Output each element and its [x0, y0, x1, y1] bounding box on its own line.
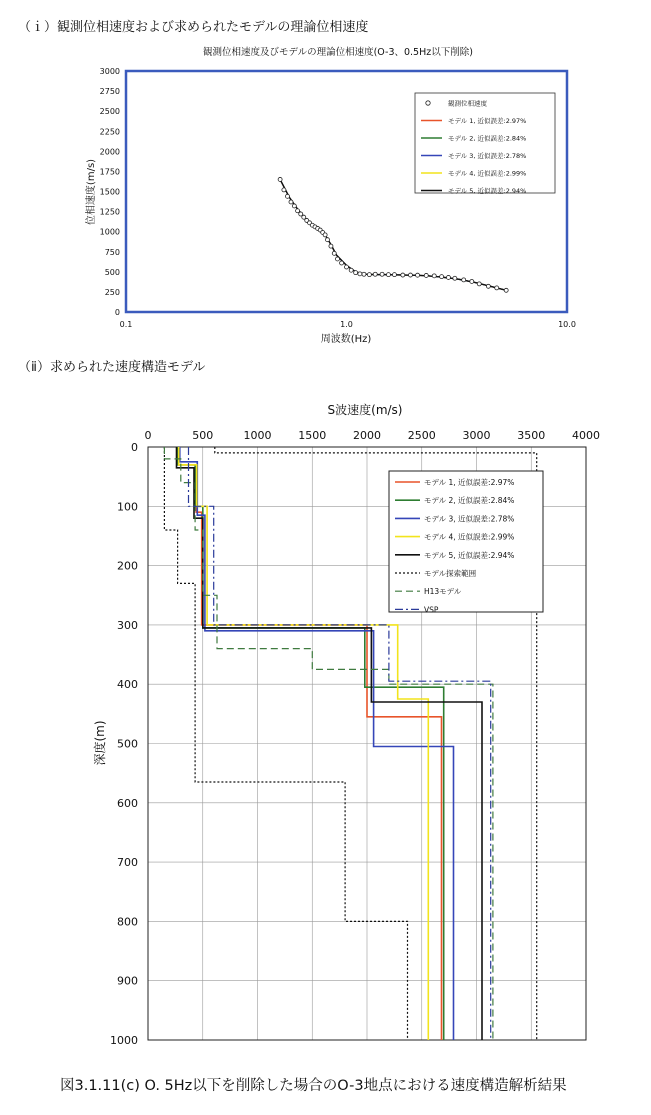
- chart2-legend-label: モデル 3, 近似誤差:2.78%: [424, 514, 515, 524]
- chart2-x-tick-label: 3500: [517, 429, 546, 442]
- chart1-observed-point: [292, 204, 296, 208]
- chart1-observed-point: [432, 274, 436, 278]
- chart1-observed-point: [345, 265, 349, 269]
- chart2-legend-label: モデル 4, 近似誤差:2.99%: [424, 532, 515, 542]
- chart1-y-tick-label: 2250: [99, 127, 120, 137]
- chart1-legend-marker: [426, 101, 430, 105]
- chart2-y-tick-label: 800: [117, 915, 138, 929]
- chart1-observed-point: [470, 279, 474, 283]
- chart1-legend-label: モデル 1, 近似誤差:2.97%: [448, 117, 527, 125]
- section-2-title: （ⅱ）求められた速度構造モデル: [18, 360, 206, 375]
- chart1-y-tick-label: 1500: [99, 187, 120, 197]
- chart1-observed-point: [354, 271, 358, 275]
- chart1-observed-point: [504, 288, 508, 292]
- chart1-x-tick-label: 0.1: [119, 320, 133, 329]
- chart1-y-tick-label: 750: [104, 247, 120, 257]
- chart2-y-ticks: [110, 441, 138, 1047]
- chart1-legend: [415, 93, 555, 195]
- section-1-title: （ｉ）観測位相速度および求められたモデルの理論位相速度: [18, 20, 369, 35]
- chart2-x-label: S波速度(m/s): [327, 403, 403, 417]
- chart1-observed-point: [408, 273, 412, 277]
- chart2-y-tick-label: 200: [117, 559, 138, 573]
- chart1-legend-label: 観測位相速度: [448, 99, 487, 108]
- chart1-observed-point: [446, 275, 450, 279]
- chart2-x-tick-label: 0: [144, 429, 152, 442]
- chart2-x-tick-label: 1000: [243, 429, 272, 442]
- chart1-y-ticks: [100, 67, 120, 317]
- chart1-observed-point: [477, 282, 481, 286]
- chart1-observed-point: [424, 273, 428, 277]
- chart1-y-tick-label: 1750: [99, 167, 120, 177]
- chart2-legend-label: VSP: [424, 605, 439, 615]
- chart1-observed-point: [416, 273, 420, 277]
- chart2-y-tick-label: 700: [117, 856, 138, 870]
- chart1-observed-point: [325, 238, 329, 242]
- chart2-legend-label: モデル 5, 近似誤差:2.94%: [424, 550, 515, 560]
- chart1-observed-point: [373, 272, 377, 276]
- chart2-y-tick-label: 1000: [110, 1034, 138, 1047]
- chart1-observed-point: [392, 273, 396, 277]
- chart1-observed-point: [486, 284, 490, 288]
- chart2-legend-label: H13モデル: [424, 587, 462, 597]
- chart2-y-tick-label: 900: [117, 974, 138, 988]
- chart1-x-ticks: [120, 320, 576, 329]
- chart1-observed-point: [299, 212, 303, 216]
- chart1-observed-point: [495, 286, 499, 290]
- chart1-observed-point: [380, 272, 384, 276]
- chart2-x-tick-label: 1500: [298, 429, 327, 442]
- chart1-y-label: 位相速度(m/s): [86, 158, 97, 226]
- chart1-observed-point: [289, 200, 293, 204]
- chart2-x-tick-label: 500: [192, 429, 214, 442]
- chart1-observed-point: [296, 209, 300, 213]
- chart1-observed-point: [278, 177, 282, 181]
- chart1-y-tick-label: 2750: [99, 87, 120, 97]
- chart1-y-tick-label: 500: [104, 267, 120, 277]
- chart2-y-tick-label: 100: [117, 500, 138, 514]
- chart1-observed-point: [329, 244, 333, 248]
- chart1-x-tick-label: 1.0: [340, 320, 353, 329]
- chart1-y-tick-label: 2000: [99, 147, 120, 157]
- figure-caption: 図3.1.11(c) O. 5Hz以下を削除した場合のO-3地点における速度構造解析結果: [60, 1078, 567, 1094]
- chart1-observed-point: [462, 278, 466, 282]
- chart1-y-tick-label: 1250: [99, 207, 120, 217]
- chart2-y-label: 深度(m): [93, 720, 107, 766]
- chart2-x-ticks: [145, 429, 601, 442]
- chart1-y-tick-label: 2500: [99, 107, 120, 117]
- chart2-legend-label: モデル探索範囲: [424, 569, 477, 578]
- chart1-x-label: 周波数(Hz): [320, 334, 372, 345]
- chart1-observed-point: [332, 251, 336, 255]
- phase-velocity-chart: [84, 46, 576, 345]
- chart1-title: 観測位相速度及びモデルの理論位相速度(O-3、0.5Hz以下削除): [203, 47, 473, 58]
- chart2-x-tick-label: 2500: [407, 429, 436, 442]
- chart1-observed-point: [323, 233, 327, 237]
- chart1-y-tick-label: 0: [114, 308, 120, 317]
- velocity-structure-chart: [92, 402, 600, 1047]
- chart1-observed-point: [335, 257, 339, 261]
- chart1-legend-label: モデル 5, 近似誤差:2.94%: [448, 187, 527, 195]
- chart1-legend-box: [415, 93, 555, 193]
- chart2-y-tick-label: 600: [117, 796, 138, 810]
- chart1-legend-label: モデル 3, 近似誤差:2.78%: [448, 152, 527, 160]
- chart1-observed-point: [362, 272, 366, 276]
- chart2-y-tick-label: 0: [131, 441, 138, 454]
- chart2-x-tick-label: 3000: [462, 429, 491, 442]
- chart1-observed-point: [401, 273, 405, 277]
- chart2-legend: [389, 471, 543, 614]
- chart1-y-tick-label: 250: [104, 287, 120, 297]
- chart2-y-tick-label: 400: [117, 678, 138, 692]
- chart2-y-tick-label: 500: [117, 737, 138, 751]
- chart2-legend-label: モデル 2, 近似誤差:2.84%: [424, 496, 515, 506]
- chart1-observed-point: [349, 268, 353, 272]
- chart1-observed-point: [440, 275, 444, 279]
- chart1-legend-label: モデル 2, 近似誤差:2.84%: [448, 134, 527, 143]
- chart2-x-tick-label: 2000: [353, 429, 381, 442]
- chart1-observed-point: [282, 188, 286, 192]
- chart2-y-tick-label: 300: [117, 618, 138, 632]
- chart1-y-tick-label: 3000: [99, 67, 120, 76]
- chart1-x-tick-label: 10.0: [558, 320, 576, 329]
- chart1-observed-point: [367, 273, 371, 277]
- chart1-observed-point: [358, 272, 362, 276]
- chart1-legend-label: モデル 4, 近似誤差:2.99%: [448, 169, 527, 178]
- chart1-y-tick-label: 1000: [99, 227, 120, 237]
- chart2-x-tick-label: 4000: [572, 429, 600, 442]
- chart1-observed-point: [386, 273, 390, 277]
- chart1-observed-point: [340, 261, 344, 265]
- chart2-legend-label: モデル 1, 近似誤差:2.97%: [424, 478, 515, 487]
- chart1-observed-point: [453, 276, 457, 280]
- chart1-observed-point: [285, 194, 289, 198]
